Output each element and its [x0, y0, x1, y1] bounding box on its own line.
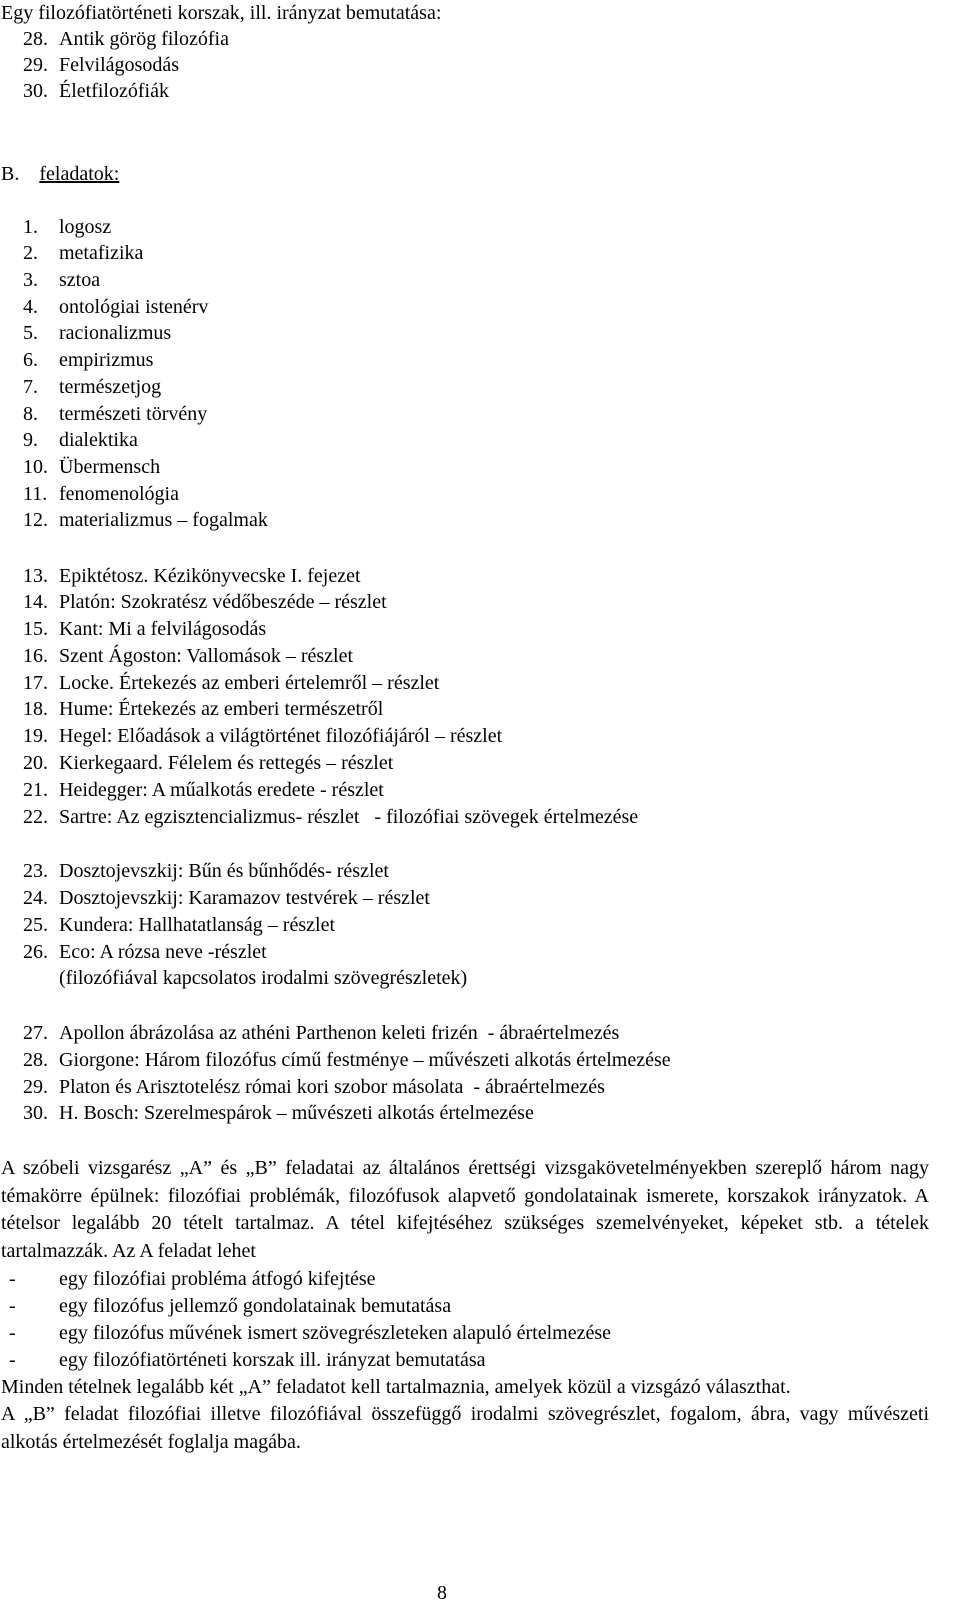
item-text: Életfilozófiák [59, 80, 169, 102]
intro-heading: Egy filozófiatörténeti korszak, ill. irányzat bemutatása: [1, 2, 442, 24]
item-number: 16. [23, 645, 48, 667]
list-item [23, 507, 268, 533]
item-text: Kant: Mi a felvilágosodás [59, 618, 267, 640]
item-text: metafizika [59, 242, 144, 264]
item-text: Kundera: Hallhatatlanság – részlet [59, 914, 335, 936]
section-b-heading [1, 161, 119, 187]
dash-bullet: - [9, 1268, 16, 1290]
item-text: dialektika [59, 429, 138, 451]
item-number: 30. [23, 1102, 48, 1124]
item-number: 29. [23, 1076, 48, 1098]
item-number: 30. [23, 80, 48, 102]
item-text: Eco: A rózsa neve -részlet [59, 941, 267, 963]
list-item [23, 885, 430, 911]
dash-item-text: egy filozófus művének ismert szövegrészleteken alapuló értelmezése [59, 1322, 611, 1344]
item-text: Platon és Arisztotelész római kori szobor másolata - ábraértelmezés [59, 1076, 605, 1098]
intro-item [23, 52, 179, 78]
dash-bullet: - [9, 1295, 16, 1317]
item-text: logosz [59, 216, 112, 238]
item-number: 11. [23, 483, 48, 505]
item-text: Locke. Értekezés az emberi értelemről – részlet [59, 672, 440, 694]
item-text: Antik görög filozófia [59, 28, 229, 50]
item-number: 23. [23, 860, 48, 882]
item-number: 7. [23, 376, 38, 398]
item-text: (filozófiával kapcsolatos irodalmi szövegrészletek) [59, 967, 468, 989]
item-text: Platón: Szokratész védőbeszéde – részlet [59, 591, 387, 613]
item-text: ontológiai istenérv [59, 296, 209, 318]
item-text: Hume: Értekezés az emberi természetről [59, 698, 384, 720]
list-item [23, 320, 171, 346]
item-number: 26. [23, 941, 48, 963]
list-item [23, 939, 267, 965]
item-number: 2. [23, 242, 38, 264]
dash-item [9, 1266, 376, 1294]
dash-item-text: egy filozófiatörténeti korszak ill. irányzat bemutatása [59, 1349, 486, 1371]
dash-bullet: - [9, 1322, 16, 1344]
list-item [23, 750, 393, 776]
list-item [23, 454, 160, 480]
dash-item [9, 1347, 486, 1375]
list-item [23, 1074, 605, 1100]
item-number: 28. [23, 28, 48, 50]
list-item [23, 1047, 671, 1073]
list-item [23, 374, 161, 400]
item-number: 13. [23, 565, 48, 587]
item-number: 14. [23, 591, 48, 613]
intro-item [23, 26, 229, 52]
list-item [23, 267, 100, 293]
dash-item-text: egy filozófiai probléma átfogó kifejtése [59, 1268, 376, 1290]
list-item [23, 723, 502, 749]
item-number: 8. [23, 403, 38, 425]
item-text: sztoa [59, 269, 101, 291]
body-paragraph: Minden tételnek legalább két „A” feladatot kell tartalmaznia, amelyek közül a vizsgázó választhat. [1, 1376, 791, 1398]
item-text: Giorgone: Három filozófus című festménye – művészeti alkotás értelmezése [59, 1049, 671, 1071]
list-item [23, 804, 638, 830]
list-item [23, 616, 266, 642]
item-number: 27. [23, 1022, 48, 1044]
section-letter: B. [1, 163, 20, 185]
list-item [23, 589, 387, 615]
list-item [23, 1020, 619, 1046]
dash-item [9, 1293, 451, 1321]
item-text: Felvilágosodás [59, 54, 179, 76]
item-text: természeti törvény [59, 403, 208, 425]
dash-bullet: - [9, 1349, 16, 1371]
list-item [23, 643, 353, 669]
item-number: 3. [23, 269, 38, 291]
item-number: 17. [23, 672, 48, 694]
item-text: H. Bosch: Szerelmespárok – művészeti alkotás értelmezése [59, 1102, 534, 1124]
list-item [23, 401, 207, 427]
list-item-continuation [23, 965, 467, 991]
item-text: Sartre: Az egzisztencializmus- részlet - filozófiai szövegek értelmezése [59, 806, 639, 828]
list-item [23, 427, 138, 453]
list-item [23, 912, 335, 938]
item-number: 1. [23, 216, 38, 238]
item-text: materializmus – fogalmak [59, 509, 268, 531]
item-number: 10. [23, 456, 48, 478]
item-text: Übermensch [59, 456, 161, 478]
intro-item [23, 78, 169, 104]
item-text: természetjog [59, 376, 162, 398]
item-text: Heidegger: A műalkotás eredete - részlet [59, 779, 384, 801]
item-text: fenomenológia [59, 483, 179, 505]
list-item [23, 481, 179, 507]
body-paragraph: A szóbeli vizsgarész „A” és „B” feladatai az általános érettségi vizsgakövetelményekben szereplő három nagy témakörre épülnek: filozófiai problémák, filozófusok alapvető gondolatainak ismerete, korszakok irányzatok. A tételsor legalább 20 tételt tartalmaz. A tétel kifejtéséhez szükséges szemelvényeket, képeket stb. a tételek tartalmazzák. Az A feladat lehet [1, 1157, 929, 1262]
list-item [23, 294, 208, 320]
item-text: Hegel: Előadások a világtörténet filozófiájáról – részlet [59, 725, 503, 747]
dash-item-text: egy filozófus jellemző gondolatainak bemutatása [59, 1295, 452, 1317]
item-text: Dosztojevszkij: Bűn és bűnhődés- részlet [59, 860, 389, 882]
item-text: empirizmus [59, 349, 154, 371]
item-text: racionalizmus [59, 322, 172, 344]
dash-item [9, 1320, 611, 1348]
list-item [23, 563, 361, 589]
item-number: 25. [23, 914, 48, 936]
list-item [23, 214, 111, 240]
item-number: 28. [23, 1049, 48, 1071]
item-number: 19. [23, 725, 48, 747]
list-item [23, 240, 143, 266]
section-title: feladatok: [39, 163, 120, 185]
item-text: Dosztojevszkij: Karamazov testvérek – részlet [59, 887, 430, 909]
item-number: 29. [23, 54, 48, 76]
list-item [23, 347, 153, 373]
item-number: 24. [23, 887, 48, 909]
list-item [23, 1100, 534, 1126]
page-number: 8 [437, 1582, 447, 1604]
item-number: 4. [23, 296, 38, 318]
item-number: 5. [23, 322, 38, 344]
item-text: Epiktétosz. Kézikönyvecske I. fejezet [59, 565, 361, 587]
list-item [23, 777, 384, 803]
body-paragraph: A „B” feladat filozófiai illetve filozófiával összefüggő irodalmi szövegrészlet, fogalom, ábra, vagy művészeti alkotás értelmezését foglalja magába. [1, 1403, 929, 1453]
item-number: 6. [23, 349, 38, 371]
item-number: 18. [23, 698, 48, 720]
item-number: 15. [23, 618, 48, 640]
list-item [23, 670, 439, 696]
list-item [23, 858, 389, 884]
item-number: 21. [23, 779, 48, 801]
list-item [23, 696, 383, 722]
item-text: Kierkegaard. Félelem és rettegés – részlet [59, 752, 394, 774]
item-number: 9. [23, 429, 38, 451]
item-number: 20. [23, 752, 48, 774]
item-number: 12. [23, 509, 48, 531]
item-text: Apollon ábrázolása az athéni Parthenon keleti frizén - ábraértelmezés [59, 1022, 620, 1044]
item-text: Szent Ágoston: Vallomások – részlet [59, 645, 354, 667]
item-number: 22. [23, 806, 48, 828]
